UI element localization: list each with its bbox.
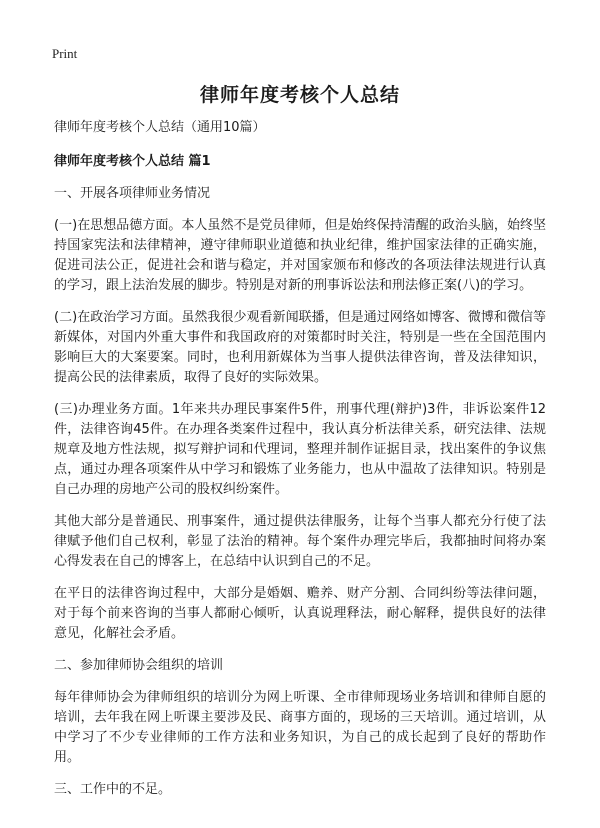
document-subtitle: 律师年度考核个人总结（通用10篇） <box>54 120 266 135</box>
paragraph-politics: (二)在政治学习方面。虽然我很少观看新闻联播，但是通过网络如博客、微博和微信等新媒体，对国内外重大事件和我国政府的对策都时时关注，特别是一些在全国范围内影响巨大的大案要案。同时，也利用新媒体为当事人提供法律咨询，普及法律知识，提高公民的法律素质，取得了良好的实际效果。 <box>54 310 546 385</box>
document-body <box>54 118 546 812</box>
paragraph-ideology: (一)在思想品德方面。本人虽然不是党员律师，但是始终保持清醒的政治头脑，始终坚持国家宪法和法律精神，遵守律师职业道德和执业纪律，维护国家法律的正确实施，促进司法公正，促进社会和谐与稳定，并对国家颁布和修改的各项法律法规进行认真的学习，跟上法治发展的脚步。特别是对新的刑事诉讼法和刑法修正案(八)的学习。 <box>54 218 546 293</box>
heading-shortcomings: 三、工作中的不足。 <box>54 782 172 797</box>
print-label: Print <box>52 46 78 61</box>
heading-training: 二、参加律师协会组织的培训 <box>54 658 224 673</box>
paragraph-cases: (三)办理业务方面。1年来共办理民事案件5件，刑事代理(辩护)3件，非诉讼案件12件，法律咨询45件。在办理各类案件过程中，我认真分析法律关系，研究法律、法规规章及地方性法规，拟写辩护词和代理词，整理并制作证据目录，找出案件的争议焦点，通过办理各项案件从中学习和锻炼了业务能力，也从中温故了法律知识。特别是自己办理的房地产公司的股权纠纷案件。 <box>54 402 546 497</box>
section-title: 律师年度考核个人总结 篇1 <box>54 154 211 169</box>
heading-business: 一、开展各项律师业务情况 <box>54 186 211 201</box>
paragraph-other-cases: 其他大部分是普通民、刑事案件，通过提供法律服务，让每个当事人都充分行使了法律赋予他们自己权利，彰显了法治的精神。每个案件办理完毕后，我都抽时间将办案心得发表在自己的博客上，在总结中认识到自己的不足。 <box>54 514 546 569</box>
document-title: 律师年度考核个人总结 <box>199 84 400 106</box>
paragraph-training: 每年律师协会为律师组织的培训分为网上听课、全市律师现场业务培训和律师自愿的培训，去年我在网上听课主要涉及民、商事方面的，现场的三天培训。通过培训，从中学习了不少专业律师的工作方法和业务知识，为自己的成长起到了良好的帮助作用。 <box>54 690 546 765</box>
paragraph-consultation: 在平日的法律咨询过程中，大部分是婚姻、赡养、财产分割、合同纠纷等法律问题，对于每个前来咨询的当事人都耐心倾听，认真说理释法，耐心解释，提供良好的法律意见，化解社会矛盾。 <box>54 586 546 641</box>
